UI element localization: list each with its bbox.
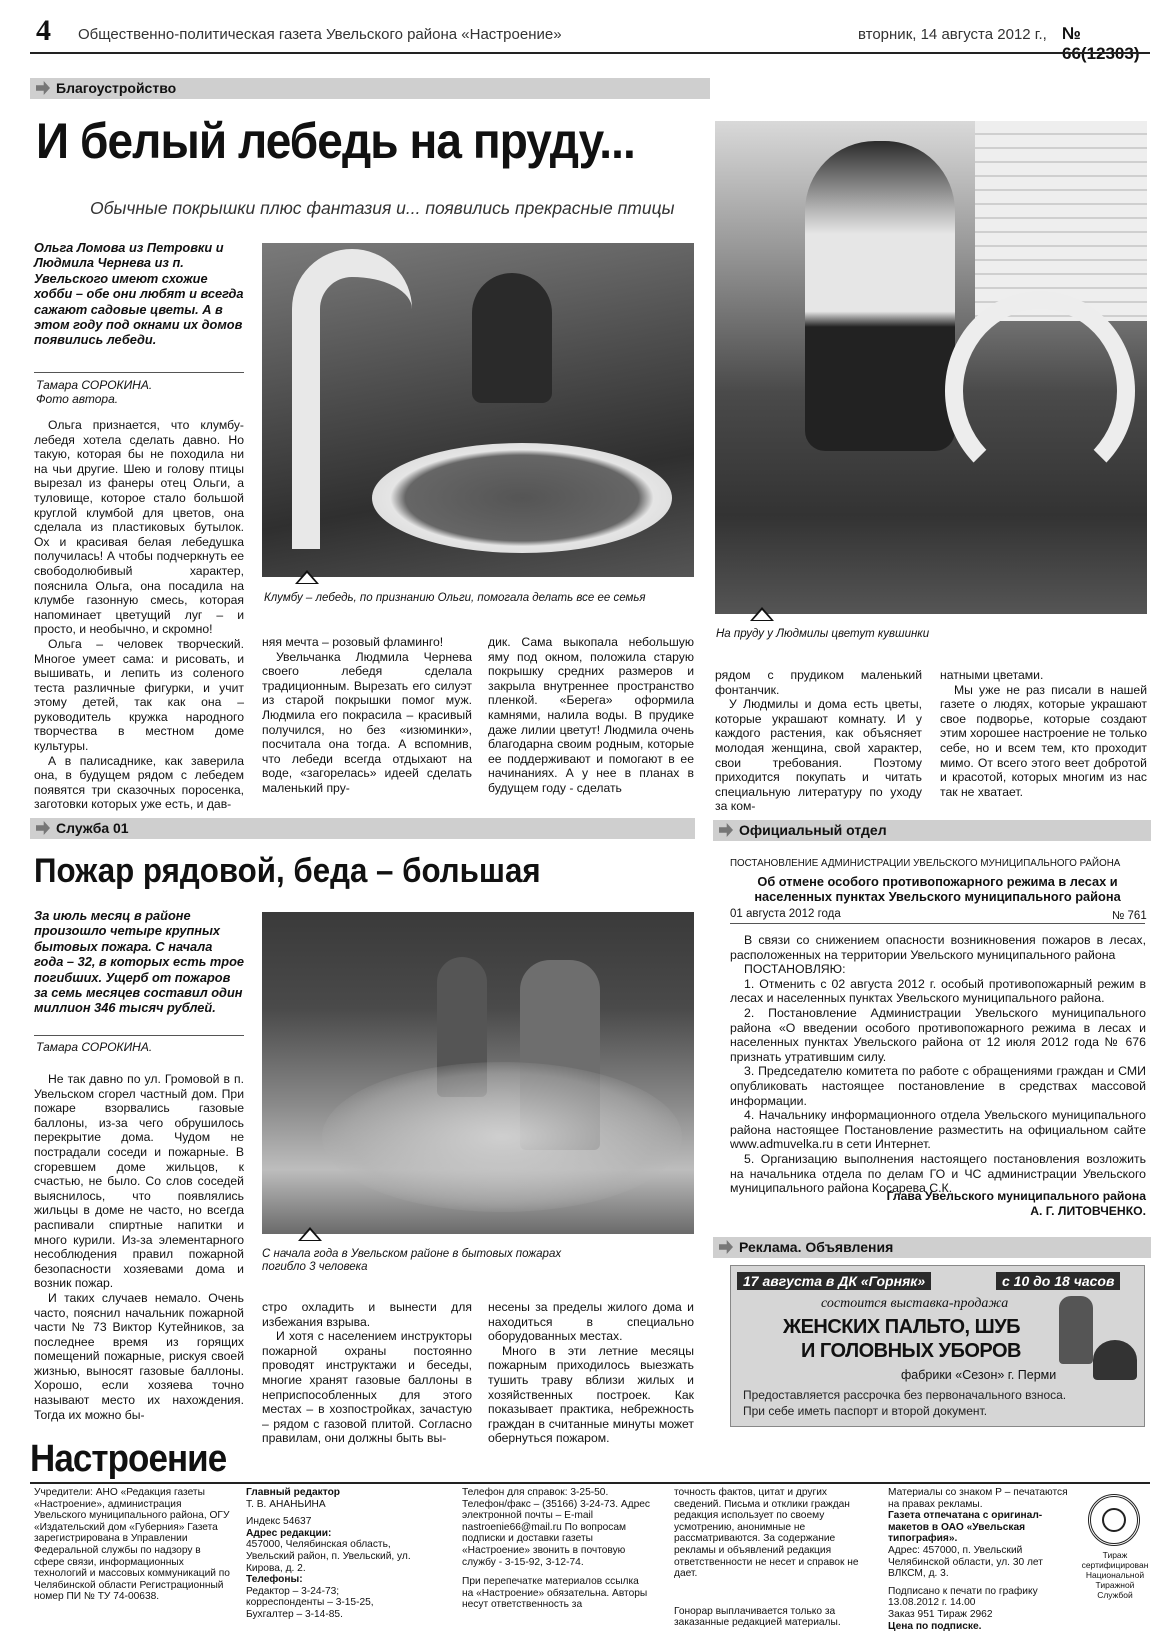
rubric-official: Официальный отдел	[713, 820, 1151, 841]
official-kicker: ПОСТАНОВЛЕНИЕ АДМИНИСТРАЦИИ УВЕЛЬСКОГО МУНИЦИПАЛЬНОГО РАЙОНА	[730, 858, 1121, 869]
address-label: Адрес редакции:	[246, 1527, 332, 1539]
rubric-ads: Реклама. Объявления	[713, 1237, 1151, 1258]
phone-corr: корреспонденты – 3-15-25,	[246, 1597, 374, 1609]
ad-note-1: Предоставляется рассрочка без первоначального взноса.	[743, 1388, 1067, 1402]
footer-logo: Настроение	[30, 1438, 227, 1480]
paper-title: Общественно-политическая газета Увельского района «Настроение»	[78, 26, 562, 43]
swan-col-1: Ольга признается, что клумбу-лебедя хотела сделать давно. Но такую, которая бы не походила ни на чьи другие. Шею и голову птицы вырезал из фанеры отец Ольги, а туловище, которое стало большой круглой клумбой для цветов, она сделала из пластиковых бутылок. Ох и красивая белая лебедушка получилась! А чтобы подчеркнуть ее свободолюбивый характер, пояснила Ольга, она посадила на клумбе газонную смесь, которая напоминает цветущий луг – и просто, и необычно, и скромно! Ольга – человек творческий. Многое умеет сама: и рисовать, и вышивать, и лепить из соленого теста различные фигурки, и учит этому детей, так как она – руководитель кружка народного творчества в местном доме культуры. А в палисаднике, как заверила она, в будущем рядом с лебедем появятся три сказочных поросенка, заготовки которых уже есть, и дав-	[34, 418, 244, 812]
swan-col-3: дик. Сама выкопала небольшую яму под окном, положила старую покрышку средних размеров и закрыла внутреннее пространство пленкой. «Берега» оформила камнями, налила воды. В прудике даже лилии цветут! Людмила очень благодарна своим родным, которые ее поддерживают и помогают в ее начинаниях. А у нее в планах в будущем году - сделать	[488, 635, 694, 795]
page-header	[30, 14, 1150, 54]
ad-factory: фабрики «Сезон» г. Перми	[901, 1368, 1057, 1382]
fire-col-1: Не так давно по ул. Громовой в п. Увельском сгорел частный дом. При пожаре взорвались газовые баллоны, из-за чего обрушилось перекрытие дома. Чудом не пострадали соседи и пожарные. В сгоревшем доме жильцов, к счастью, не было. Со слов соседей выяснилось, что появлялись жильцы в доме не часто, но всегда распивали спиртные напитки и много курили. Из-за элементарного несоблюдения правил пожарной безопасности хозяевами дома и возник пожар. И таких случаев немало. Очень часто, пояснил начальник пожарной части № 73 Виктор Кутейников, за последнее время из горящих помещений пожарные, рискуя своей жизнью, выносят газовые баллоны. Хорошо, если хозяева точно называют место их нахождения. Тогда их можно бы-	[34, 1072, 244, 1422]
photo-pond	[715, 121, 1147, 614]
page-number: 4	[36, 14, 51, 47]
subheadline-swan: Обычные покрышки плюс фантазия и... появились прекрасные птицы	[90, 198, 675, 218]
index: Индекс 54637	[246, 1516, 312, 1528]
official-signature-name: А. Г. ЛИТОВЧЕНКО.	[1030, 1204, 1146, 1218]
issue-number: №	[1062, 24, 1081, 43]
smoke-shape	[322, 1062, 682, 1212]
arrow-icon	[36, 81, 50, 95]
headline-swan: И белый лебедь на пруду...	[36, 113, 635, 169]
editor-name: Т. В. АНАНЬИНА	[246, 1498, 326, 1510]
circulation-seal-text: Тираж сертифицирован Национальной Тиражной Службой	[1081, 1550, 1149, 1600]
lead-fire: За июль месяц в районе произошло четыре крупных бытовых пожара. С начала года – 32, в которых есть трое погибших. Ущерб от пожаров за семь месяцев составил один миллион 346 тысяч рублей.	[34, 908, 245, 1016]
wall-shape	[975, 121, 1147, 321]
caption-marker-1	[295, 570, 319, 584]
ad-time: с 10 до 18 часов	[996, 1272, 1120, 1290]
coat-image	[1059, 1296, 1093, 1364]
footer-contacts: Телефон для справок: 3-25-50. Телефон/факс – (35166) 3-24-73. Адрес электронной почты – E-mail nastroenie66@mail.ru По вопросам подписки и доставки газеты «Настроение» звонить в почтовую службу - 3-15-92, 3-12-74. При перепечатке материалов ссылка на «Настроение» обязательна. Авторы несут ответственность за	[462, 1487, 651, 1611]
ad-box	[730, 1265, 1145, 1427]
caption-marker-3	[298, 1227, 322, 1241]
swan-col-5: натными цветами. Мы уже не раз писали в нашей газете о людях, которые украшают свое подворье, которые создают этим хорошее настроение не только себе, но и всем тем, кто проходит мимо. От всего этого веет добротой и красотой, которых многим из нас так не хватает.	[940, 668, 1147, 799]
editor-label: Главный редактор	[246, 1487, 341, 1498]
swan-col-2: няя мечта – розовый фламинго! Увельчанка Людмила Чернева своего лебедя сделала традиционным. Вырезать его силуэт из старой покрышки помог муж. Людмила его покрасила – красивый получился, но без «изюминки», посчитала она тогда. А вспомнив, что лебеди всегда отдыхают на воде, «загорелась» идеей сделать маленький пру-	[262, 635, 472, 795]
headline-fire: Пожар рядовой, беда – большая	[34, 852, 541, 890]
author-fire: Тамара СОРОКИНА.	[36, 1040, 153, 1054]
caption-fire: С начала года в Увельском районе в бытовых пожарах погибло 3 человека	[262, 1248, 562, 1273]
footer-print-info: Материалы со знаком Р – печатаются на правах рекламы. Газета отпечатана с оригинал-макетов в ОАО «Увельская типография». Адрес: 457000, п. Увельский Челябинской области, ул. 30 лет ВЛКСМ, д. 3. Подписано к печати по графику 13.08.2012 г. 14.00 Заказ 951 Тираж 2962 Цена по подписке.	[888, 1487, 1068, 1632]
footer-rule	[30, 1482, 1150, 1484]
arrow-icon	[719, 1240, 733, 1254]
footer-founders: Учредители: АНО «Редакция газеты «Настроение», администрация Увельского муниципального района, ОГУ «Издательский дом «Губерния» Газета зарегистрирована в Управлении Федеральной службы по надзору в сфере связи, информационных технологий и массовых коммуникаций по Челябинской области Регистрационный номер ПИ № ТУ 74-00638.	[34, 1487, 230, 1603]
ad-headline-1: ЖЕНСКИХ ПАЛЬТО, ШУБ	[783, 1316, 1021, 1338]
caption-swan: Клумбу – лебедь, по признанию Ольги, помогала делать все ее семья	[264, 592, 646, 604]
official-number: № 761	[1112, 910, 1147, 922]
footer-editorial	[246, 1487, 436, 1621]
rubric-blagoustroystvo: Благоустройство	[30, 78, 710, 99]
header-rule	[30, 52, 1150, 54]
woman-figure	[472, 273, 552, 403]
lead-rule	[34, 372, 244, 373]
ad-headline-2: И ГОЛОВНЫХ УБОРОВ	[801, 1340, 1021, 1362]
swan-col-4: рядом с прудиком маленький фонтанчик. У Людмилы и дома есть цветы, которые украшают комнату. И у каждого растения, как объясняет молодая женщина, свой характер, свои требования. Поэтому приходится покупать и читать специальную литературу по уходу за ком-	[715, 668, 922, 814]
tire-swan-shape	[945, 291, 1135, 491]
circulation-seal-icon	[1088, 1494, 1140, 1546]
phones-label: Телефоны:	[246, 1574, 303, 1586]
phone-acc: Бухгалтер – 3-14-85.	[246, 1608, 343, 1620]
lead-swan: Ольга Ломова из Петровки и Людмила Чернева из п. Увельского имеют схожие хобби – обе они любят и всегда сажают садовые цветы. А в этом году под окнами их домов появились лебеди.	[34, 240, 244, 348]
official-rule	[730, 923, 1145, 924]
woman-figure-2	[805, 141, 955, 451]
ad-note-2: При себе иметь паспорт и второй документ.	[743, 1404, 988, 1418]
photo-credit: Фото автора.	[36, 392, 119, 406]
lead-rule-2	[34, 1035, 244, 1036]
fire-col-2: стро охладить и вынести для избежания взрыва. И хотя с населением инструкторы пожарной охраны постоянно проводят инструктажи и беседы, многие хранят газовые баллоны в неприспособленных для этого местах – в хозпостройках, зачастую – рядом с газовой плитой. Согласно правилам, они должны быть вы-	[262, 1300, 472, 1446]
official-signature-title: Глава Увельского муниципального района	[886, 1189, 1146, 1203]
footer-disclaimer: точность фактов, цитат и других сведений. Письма и отклики граждан редакция использует по своему усмотрению, анонимные не рассматриваются. За содержание рекламы и объявлений редакция ответственности не несет и справок не дает. Гонорар выплачивается только за заказанные редакцией материалы.	[674, 1487, 859, 1629]
official-title: Об отмене особого противопожарного режима в лесах и населенных пунктах Увельского муниципального района	[754, 874, 1121, 904]
swan-body-shape	[372, 443, 672, 553]
ad-subline: состоится выставка-продажа	[821, 1296, 1009, 1311]
official-date: 01 августа 2012 года	[730, 908, 841, 920]
caption-marker-2	[750, 607, 774, 621]
photo-fire	[262, 912, 694, 1234]
hat-image	[1093, 1340, 1137, 1380]
issue-date: вторник, 14 августа 2012 г.,	[858, 26, 1047, 43]
phone-editor: Редактор – 3-24-73;	[246, 1585, 340, 1597]
official-body: В связи со снижением опасности возникновения пожаров в лесах, расположенных на территории Увельского муниципального района ПОСТАНОВЛЯЮ: 1. Отменить с 02 августа 2012 г. особый противопожарный режим в лесах и населенных пунктах Увельского муниципального района. 2. Постановление Администрации Увельского муниципального района «О введении особого противопожарного режима в лесах и населенных пунктах Увельского района от 12 июля 2012 года № 676 признать утратившим силу. 3. Председателю комитета по работе с обращениями граждан и СМИ опубликовать настоящее постановление в средствах массовой информации. 4. Начальнику информационного отдела Увельского муниципального района настоящее Постановление разместить на официальном сайте www.admuvelka.ru в сети Интернет. 5. Организацию выполнения настоящего постановления возложить на начальника отдела по делам ГО и ЧС администрации Увельского муниципального района Косарева С.К.	[730, 933, 1146, 1196]
fire-col-3: несены за пределы жилого дома и находиться в специально оборудованных местах. Много в эти летние месяцы пожарным приходилось выезжать тушить траву вблизи жилых и хозяйственных построек. Как показывает практика, небрежность граждан в считанные минуты может обернуться пожаром.	[488, 1300, 694, 1446]
author-swan: Тамара СОРОКИНА.	[36, 378, 153, 392]
arrow-icon	[36, 821, 50, 835]
caption-pond: На пруду у Людмилы цветут кувшинки	[716, 628, 930, 640]
address: 457000, Челябинская область, Увельский район, п. Увельский, ул. Кирова, д. 2.	[246, 1539, 411, 1574]
photo-swan-flowerbed	[262, 243, 694, 577]
rubric-sluzhba-01: Служба 01	[30, 818, 695, 839]
ad-date-place: 17 августа в ДК «Горняк»	[737, 1272, 931, 1290]
arrow-icon	[719, 823, 733, 837]
